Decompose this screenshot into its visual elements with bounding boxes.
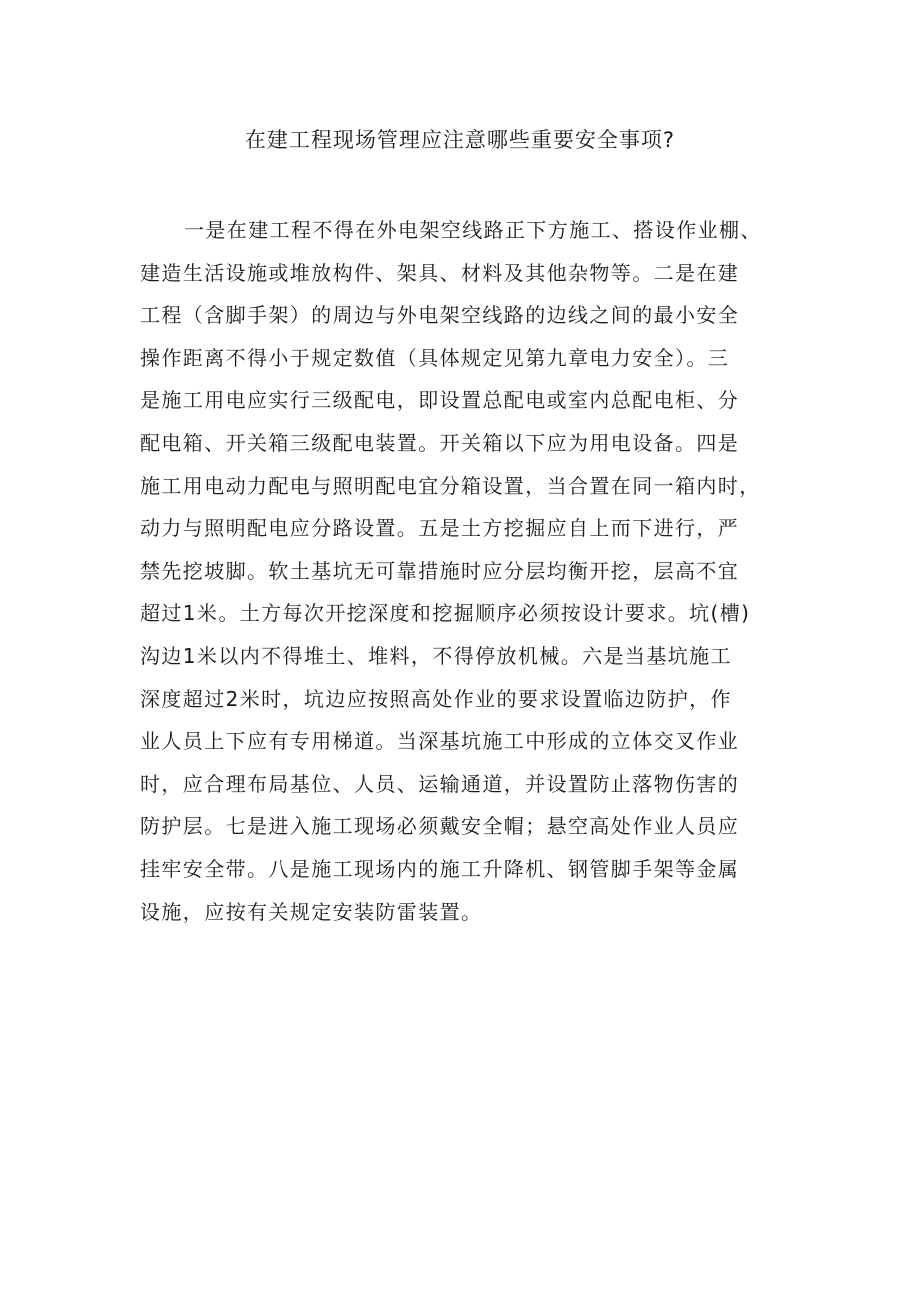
body-line: 动力与照明配电应分路设置。五是土方挖掘应自上而下进行，严 [140,516,740,541]
document-title: 在建工程现场管理应注意哪些重要安全事项? [244,128,676,152]
body-line: 深度超过2米时，坑边应按照高处作业的要求设置临边防护，作 [140,686,732,711]
body-line: 防护层。七是进入施工现场必须戴安全帽；悬空高处作业人员应 [140,814,740,839]
body-line: 超过1米。土方每次开挖深度和挖掘顺序必须按设计要求。坑(槽) [140,601,751,626]
body-line: 施工用电动力配电与照明配电宜分箱设置，当合置在同一箱内时， [140,473,761,498]
body-line: 挂牢安全带。八是施工现场内的施工升降机、钢管脚手架等金属 [140,856,740,881]
document-body [140,209,800,933]
body-line: 一是在建工程不得在外电架空线路正下方施工、搭设作业棚、 [184,218,762,242]
body-line: 是施工用电应实行三级配电，即设置总配电或室内总配电柜、分 [140,388,740,413]
body-line: 配电箱、开关箱三级配电装置。开关箱以下应为用电设备。四是 [140,430,740,455]
body-line: 禁先挖坡脚。软土基坑无可靠措施时应分层均衡开挖，层高不宜 [140,558,740,583]
body-line: 设施，应按有关规定安装防雷装置。 [140,899,483,924]
body-line: 操作距离不得小于规定数值（具体规定见第九章电力安全）。三 [140,345,730,370]
body-line: 建造生活设施或堆放构件、架具、材料及其他杂物等。二是在建 [140,260,740,285]
body-line: 业人员上下应有专用梯道。当深基坑施工中形成的立体交叉作业 [140,729,740,754]
body-line: 沟边1米以内不得堆土、堆料，不得停放机械。六是当基坑施工 [140,643,732,668]
body-line: 时，应合理布局基位、人员、运输通道，并设置防止落物伤害的 [140,771,740,796]
body-line: 工程（含脚手架）的周边与外电架空线路的边线之间的最小安全 [140,303,740,328]
